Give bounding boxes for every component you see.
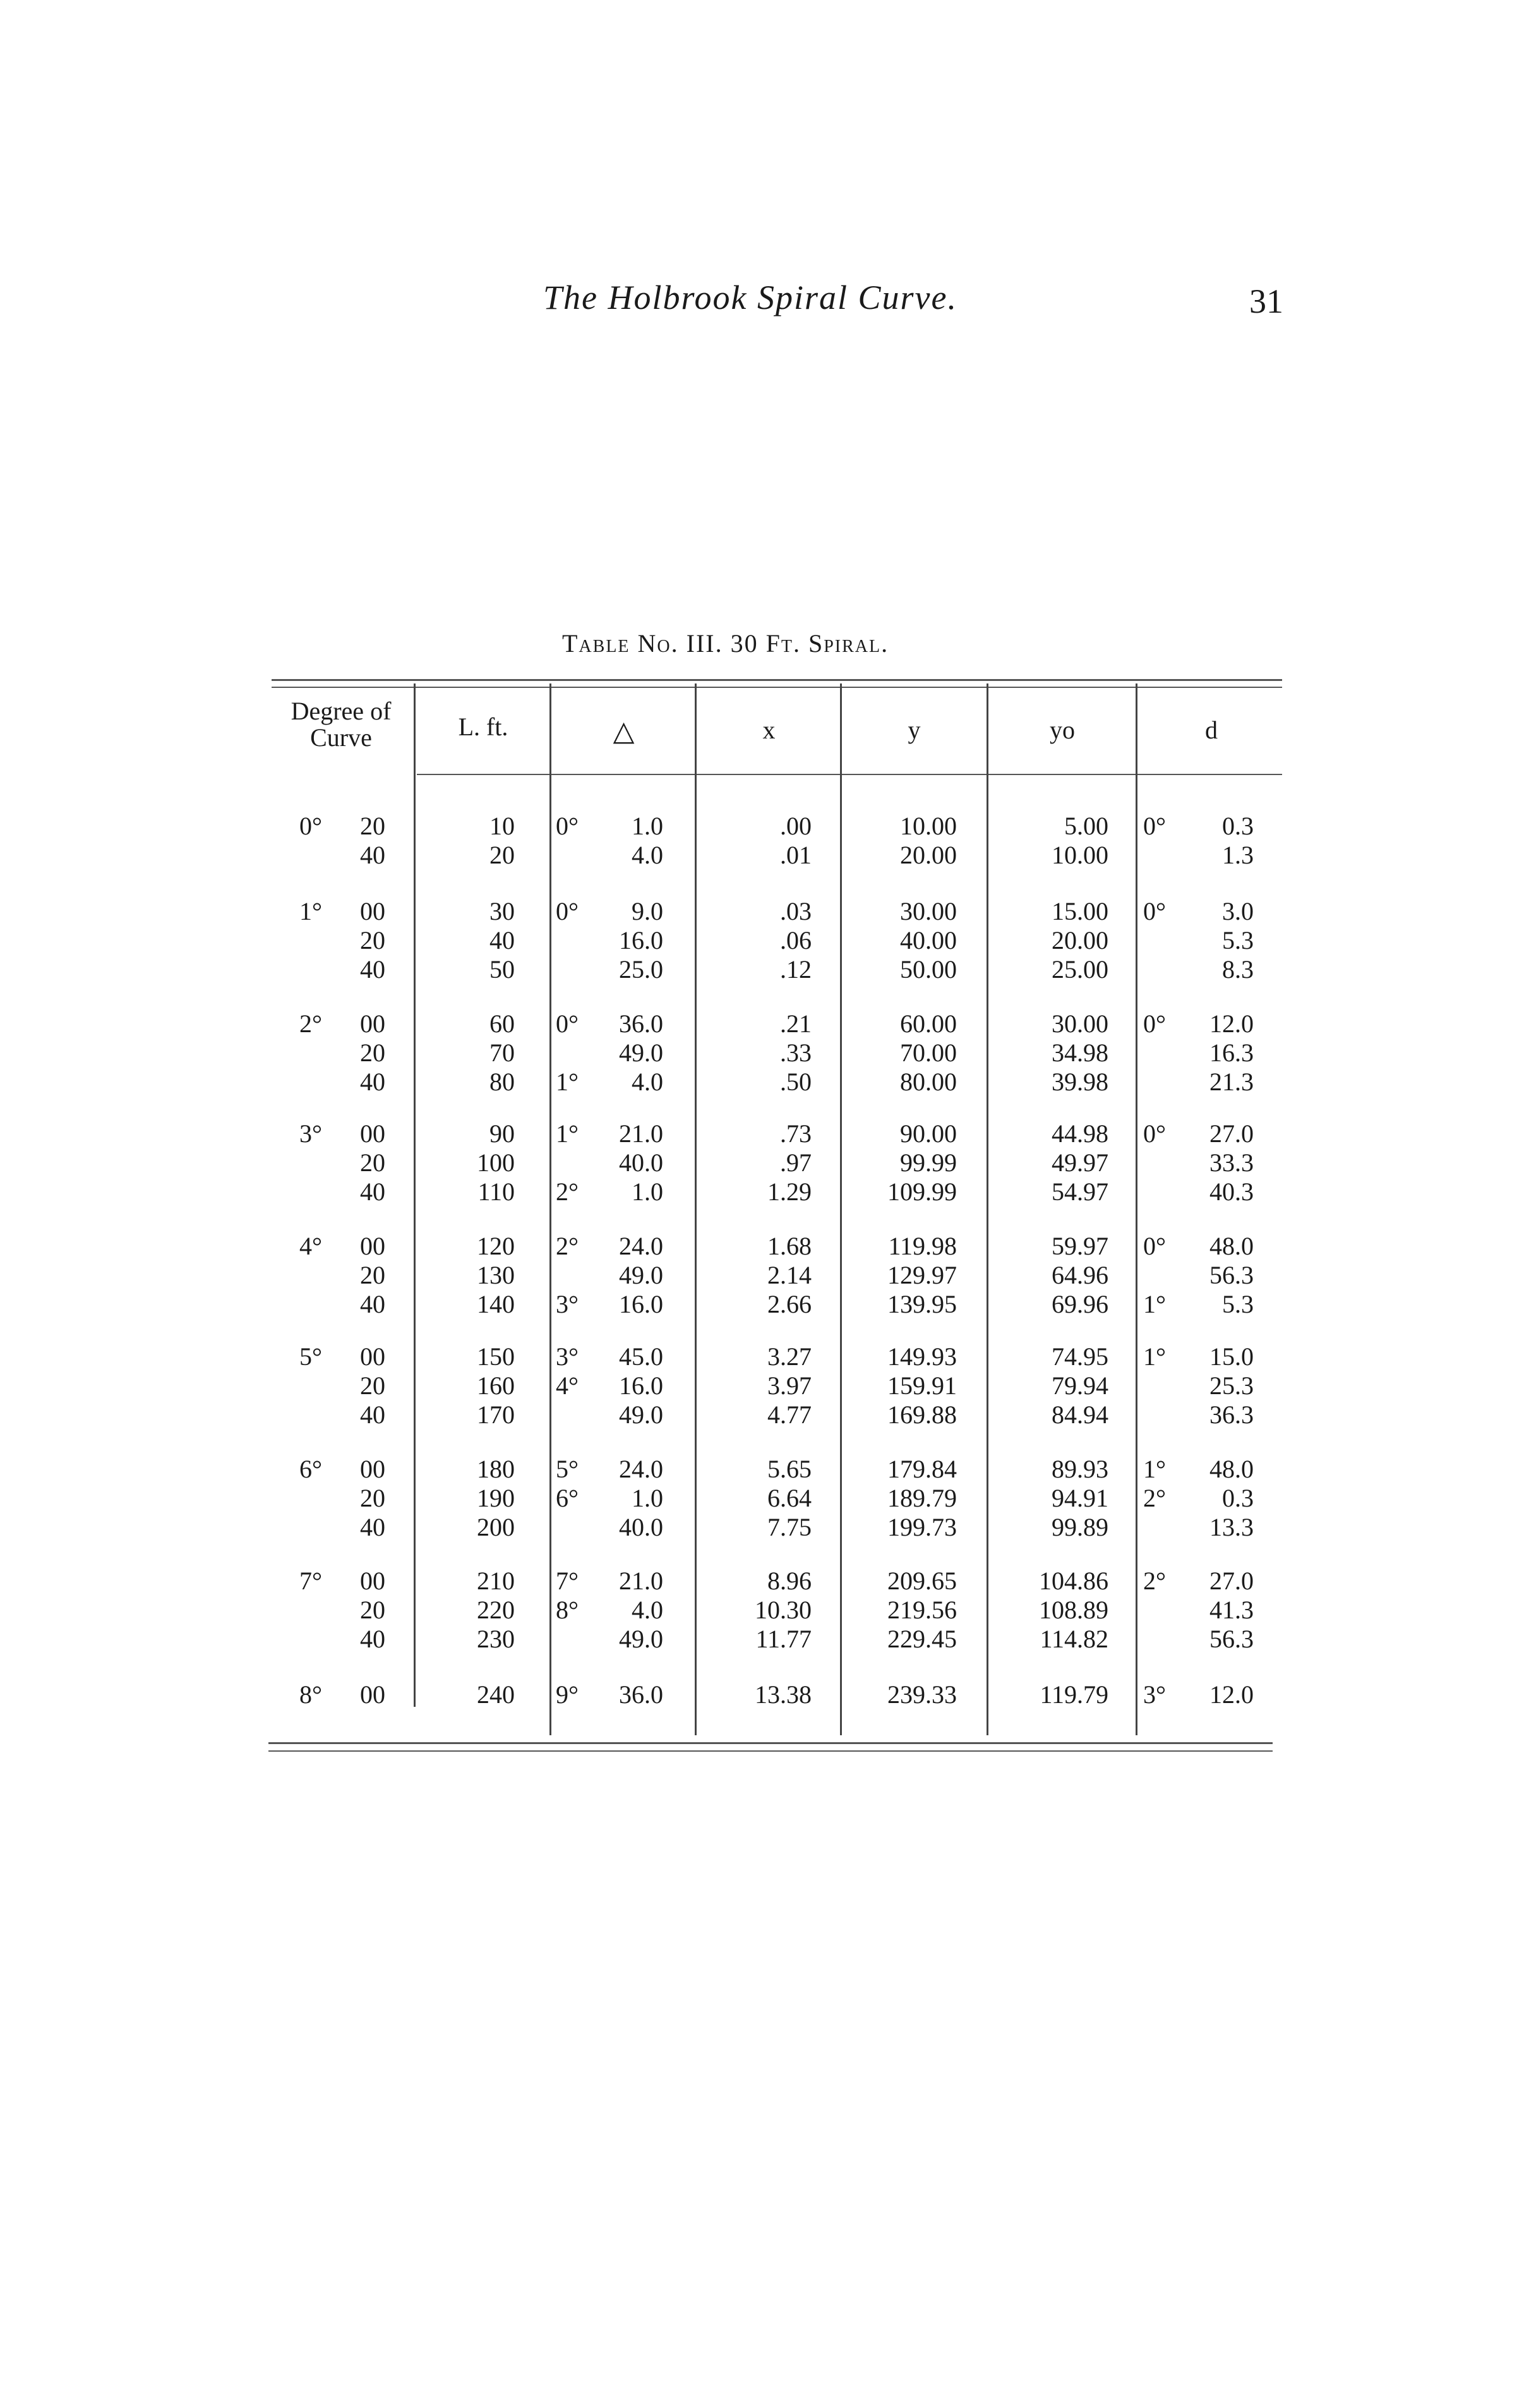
cell-x: .21 <box>780 1009 812 1038</box>
cell-min: 00 <box>360 1119 385 1148</box>
cell-y: 179.84 <box>887 1455 957 1483</box>
cell-deg: 0° <box>299 812 322 840</box>
cell-x: 1.29 <box>767 1177 812 1206</box>
cell-delta: 40.0 <box>619 1148 663 1177</box>
cell-y: 139.95 <box>887 1290 957 1318</box>
cell-x: 4.77 <box>767 1400 812 1429</box>
cell-L: 190 <box>477 1484 515 1512</box>
cell-min: 40 <box>360 841 385 869</box>
cell-y: 70.00 <box>900 1038 957 1067</box>
cell-x: .00 <box>780 812 812 840</box>
cell-delta: 5° 24.0 <box>556 1455 663 1483</box>
column-divider <box>987 683 988 1735</box>
table-bottom-rule <box>268 1742 1273 1744</box>
cell-delta: 16.0 <box>619 926 663 954</box>
cell-y0: 5.00 <box>1064 812 1108 840</box>
cell-min: 00 <box>360 1009 385 1038</box>
table-top-rule-2 <box>272 687 1282 688</box>
cell-min: 40 <box>360 1290 385 1318</box>
cell-d: 5.3 <box>1222 926 1254 954</box>
cell-y0: 49.97 <box>1052 1148 1108 1177</box>
cell-y0: 84.94 <box>1052 1400 1108 1429</box>
cell-L: 100 <box>477 1148 515 1177</box>
cell-delta: 3° 45.0 <box>556 1342 663 1371</box>
cell-min: 40 <box>360 1625 385 1653</box>
cell-x: .03 <box>780 897 812 925</box>
column-divider <box>840 683 842 1735</box>
cell-d: 36.3 <box>1209 1400 1254 1429</box>
cell-deg: 1° <box>299 897 322 925</box>
cell-min: 40 <box>360 955 385 984</box>
cell-d: 25.3 <box>1209 1371 1254 1400</box>
cell-y: 219.56 <box>887 1596 957 1624</box>
cell-x: 3.27 <box>767 1342 812 1371</box>
cell-y: 189.79 <box>887 1484 957 1512</box>
cell-delta: 40.0 <box>619 1513 663 1541</box>
cell-L: 120 <box>477 1232 515 1260</box>
cell-d: 1° 15.0 <box>1143 1342 1254 1371</box>
cell-d: 2° 0.3 <box>1143 1484 1254 1512</box>
cell-y0: 10.00 <box>1052 841 1108 869</box>
header-x: x <box>762 716 776 744</box>
cell-y0: 74.95 <box>1052 1342 1108 1371</box>
cell-d: 56.3 <box>1209 1261 1254 1289</box>
cell-min: 00 <box>360 1680 385 1709</box>
cell-L: 180 <box>477 1455 515 1483</box>
cell-delta: 2° 1.0 <box>556 1177 663 1206</box>
cell-delta: 0° 1.0 <box>556 812 663 840</box>
cell-min: 00 <box>360 1342 385 1371</box>
cell-L: 80 <box>489 1068 515 1096</box>
cell-x: 8.96 <box>767 1567 812 1595</box>
cell-deg: 2° <box>299 1009 322 1038</box>
cell-y: 20.00 <box>900 841 957 869</box>
cell-y0: 64.96 <box>1052 1261 1108 1289</box>
cell-L: 50 <box>489 955 515 984</box>
cell-deg: 4° <box>299 1232 322 1260</box>
cell-L: 240 <box>477 1680 515 1709</box>
cell-d: 0° 48.0 <box>1143 1232 1254 1260</box>
cell-min: 40 <box>360 1068 385 1096</box>
cell-x: 6.64 <box>767 1484 812 1512</box>
cell-x: .33 <box>780 1038 812 1067</box>
cell-y: 109.99 <box>887 1177 957 1206</box>
cell-y0: 59.97 <box>1052 1232 1108 1260</box>
cell-d: 21.3 <box>1209 1068 1254 1096</box>
cell-y0: 54.97 <box>1052 1177 1108 1206</box>
cell-y: 169.88 <box>887 1400 957 1429</box>
cell-delta: 4° 16.0 <box>556 1371 663 1400</box>
cell-min: 20 <box>360 1261 385 1289</box>
cell-min: 20 <box>360 1484 385 1512</box>
cell-d: 33.3 <box>1209 1148 1254 1177</box>
cell-y0: 79.94 <box>1052 1371 1108 1400</box>
cell-y0: 89.93 <box>1052 1455 1108 1483</box>
cell-x: .01 <box>780 841 812 869</box>
cell-delta: 25.0 <box>619 955 663 984</box>
cell-delta: 3° 16.0 <box>556 1290 663 1318</box>
cell-delta: 1° 21.0 <box>556 1119 663 1148</box>
cell-min: 00 <box>360 1567 385 1595</box>
cell-L: 220 <box>477 1596 515 1624</box>
cell-y: 159.91 <box>887 1371 957 1400</box>
cell-d: 16.3 <box>1209 1038 1254 1067</box>
header-y0: yo <box>1050 716 1075 744</box>
cell-y0: 108.89 <box>1039 1596 1108 1624</box>
cell-min: 20 <box>360 1371 385 1400</box>
cell-delta: 0° 36.0 <box>556 1009 663 1038</box>
cell-delta: 49.0 <box>619 1261 663 1289</box>
cell-y0: 25.00 <box>1052 955 1108 984</box>
cell-L: 60 <box>489 1009 515 1038</box>
cell-L: 70 <box>489 1038 515 1067</box>
cell-L: 230 <box>477 1625 515 1653</box>
cell-y0: 15.00 <box>1052 897 1108 925</box>
cell-deg: 7° <box>299 1567 322 1595</box>
cell-x: 3.97 <box>767 1371 812 1400</box>
cell-deg: 3° <box>299 1119 322 1148</box>
cell-L: 30 <box>489 897 515 925</box>
cell-y0: 104.86 <box>1039 1567 1108 1595</box>
cell-x: 5.65 <box>767 1455 812 1483</box>
cell-x: .12 <box>780 955 812 984</box>
cell-d: 13.3 <box>1209 1513 1254 1541</box>
cell-y: 40.00 <box>900 926 957 954</box>
cell-L: 130 <box>477 1261 515 1289</box>
column-divider <box>1136 683 1137 1735</box>
cell-min: 00 <box>360 1232 385 1260</box>
cell-y: 209.65 <box>887 1567 957 1595</box>
running-head: The Holbrook Spiral Curve. <box>543 279 957 316</box>
cell-d: 1.3 <box>1222 841 1254 869</box>
cell-x: 2.66 <box>767 1290 812 1318</box>
cell-d: 56.3 <box>1209 1625 1254 1653</box>
table-caption: Table No. III. 30 Ft. Spiral. <box>562 629 889 658</box>
cell-y: 60.00 <box>900 1009 957 1038</box>
cell-d: 0° 12.0 <box>1143 1009 1254 1038</box>
cell-y: 239.33 <box>887 1680 957 1709</box>
cell-y: 10.00 <box>900 812 957 840</box>
cell-y0: 30.00 <box>1052 1009 1108 1038</box>
cell-delta: 0° 9.0 <box>556 897 663 925</box>
cell-d: 41.3 <box>1209 1596 1254 1624</box>
cell-y: 119.98 <box>888 1232 957 1260</box>
table-bottom-rule-2 <box>268 1750 1273 1752</box>
cell-L: 20 <box>489 841 515 869</box>
cell-y0: 99.89 <box>1052 1513 1108 1541</box>
cell-x: .06 <box>780 926 812 954</box>
column-divider <box>414 683 416 1707</box>
cell-d: 1° 48.0 <box>1143 1455 1254 1483</box>
cell-L: 210 <box>477 1567 515 1595</box>
cell-min: 20 <box>360 926 385 954</box>
cell-delta: 1° 4.0 <box>556 1068 663 1096</box>
cell-d: 1° 5.3 <box>1143 1290 1254 1318</box>
header-delta: △ <box>613 716 635 747</box>
cell-d: 40.3 <box>1209 1177 1254 1206</box>
cell-delta: 9° 36.0 <box>556 1680 663 1709</box>
cell-y0: 34.98 <box>1052 1038 1108 1067</box>
cell-y0: 39.98 <box>1052 1068 1108 1096</box>
cell-x: 7.75 <box>767 1513 812 1541</box>
cell-min: 40 <box>360 1513 385 1541</box>
cell-y: 229.45 <box>887 1625 957 1653</box>
cell-L: 200 <box>477 1513 515 1541</box>
header-y: y <box>908 716 921 744</box>
cell-x: 2.14 <box>767 1261 812 1289</box>
cell-d: 3° 12.0 <box>1143 1680 1254 1709</box>
cell-x: .50 <box>780 1068 812 1096</box>
cell-delta: 6° 1.0 <box>556 1484 663 1512</box>
cell-delta: 4.0 <box>632 841 663 869</box>
cell-x: .73 <box>780 1119 812 1148</box>
cell-min: 40 <box>360 1177 385 1206</box>
cell-L: 150 <box>477 1342 515 1371</box>
cell-delta: 49.0 <box>619 1038 663 1067</box>
cell-x: 11.77 <box>755 1625 812 1653</box>
header-bottom-rule <box>417 774 1282 775</box>
cell-y: 149.93 <box>887 1342 957 1371</box>
cell-x: 13.38 <box>755 1680 812 1709</box>
cell-delta: 8° 4.0 <box>556 1596 663 1624</box>
cell-deg: 5° <box>299 1342 322 1371</box>
cell-y: 199.73 <box>887 1513 957 1541</box>
cell-y: 129.97 <box>887 1261 957 1289</box>
cell-y0: 119.79 <box>1040 1680 1108 1709</box>
cell-d: 8.3 <box>1222 955 1254 984</box>
cell-min: 00 <box>360 897 385 925</box>
cell-L: 40 <box>489 926 515 954</box>
cell-L: 140 <box>477 1290 515 1318</box>
cell-y0: 114.82 <box>1040 1625 1108 1653</box>
cell-y: 50.00 <box>900 955 957 984</box>
cell-L: 170 <box>477 1400 515 1429</box>
cell-min: 20 <box>360 812 385 840</box>
page-number: 31 <box>1249 282 1283 320</box>
cell-min: 40 <box>360 1400 385 1429</box>
cell-y: 99.99 <box>900 1148 957 1177</box>
cell-y: 30.00 <box>900 897 957 925</box>
cell-deg: 8° <box>299 1680 322 1709</box>
table-top-rule <box>272 679 1282 681</box>
cell-y: 90.00 <box>900 1119 957 1148</box>
cell-x: 10.30 <box>755 1596 812 1624</box>
cell-delta: 49.0 <box>619 1400 663 1429</box>
cell-min: 20 <box>360 1596 385 1624</box>
header-d: d <box>1205 716 1218 744</box>
cell-L: 160 <box>477 1371 515 1400</box>
cell-deg: 6° <box>299 1455 322 1483</box>
column-divider <box>695 683 697 1735</box>
cell-d: 2° 27.0 <box>1143 1567 1254 1595</box>
cell-delta: 49.0 <box>619 1625 663 1653</box>
cell-x: 1.68 <box>767 1232 812 1260</box>
cell-L: 110 <box>477 1177 515 1206</box>
cell-min: 00 <box>360 1455 385 1483</box>
cell-L: 10 <box>489 812 515 840</box>
cell-d: 0° 3.0 <box>1143 897 1254 925</box>
header-degree-of-curve: Degree of Curve <box>291 697 392 752</box>
cell-min: 20 <box>360 1148 385 1177</box>
cell-delta: 7° 21.0 <box>556 1567 663 1595</box>
cell-min: 20 <box>360 1038 385 1067</box>
cell-delta: 2° 24.0 <box>556 1232 663 1260</box>
cell-d: 0° 0.3 <box>1143 812 1254 840</box>
cell-y0: 69.96 <box>1052 1290 1108 1318</box>
cell-y0: 44.98 <box>1052 1119 1108 1148</box>
column-divider <box>549 683 551 1735</box>
header-length: L. ft. <box>458 713 508 741</box>
cell-y0: 20.00 <box>1052 926 1108 954</box>
cell-d: 0° 27.0 <box>1143 1119 1254 1148</box>
cell-x: .97 <box>780 1148 812 1177</box>
cell-y0: 94.91 <box>1052 1484 1108 1512</box>
cell-L: 90 <box>489 1119 515 1148</box>
cell-y: 80.00 <box>900 1068 957 1096</box>
